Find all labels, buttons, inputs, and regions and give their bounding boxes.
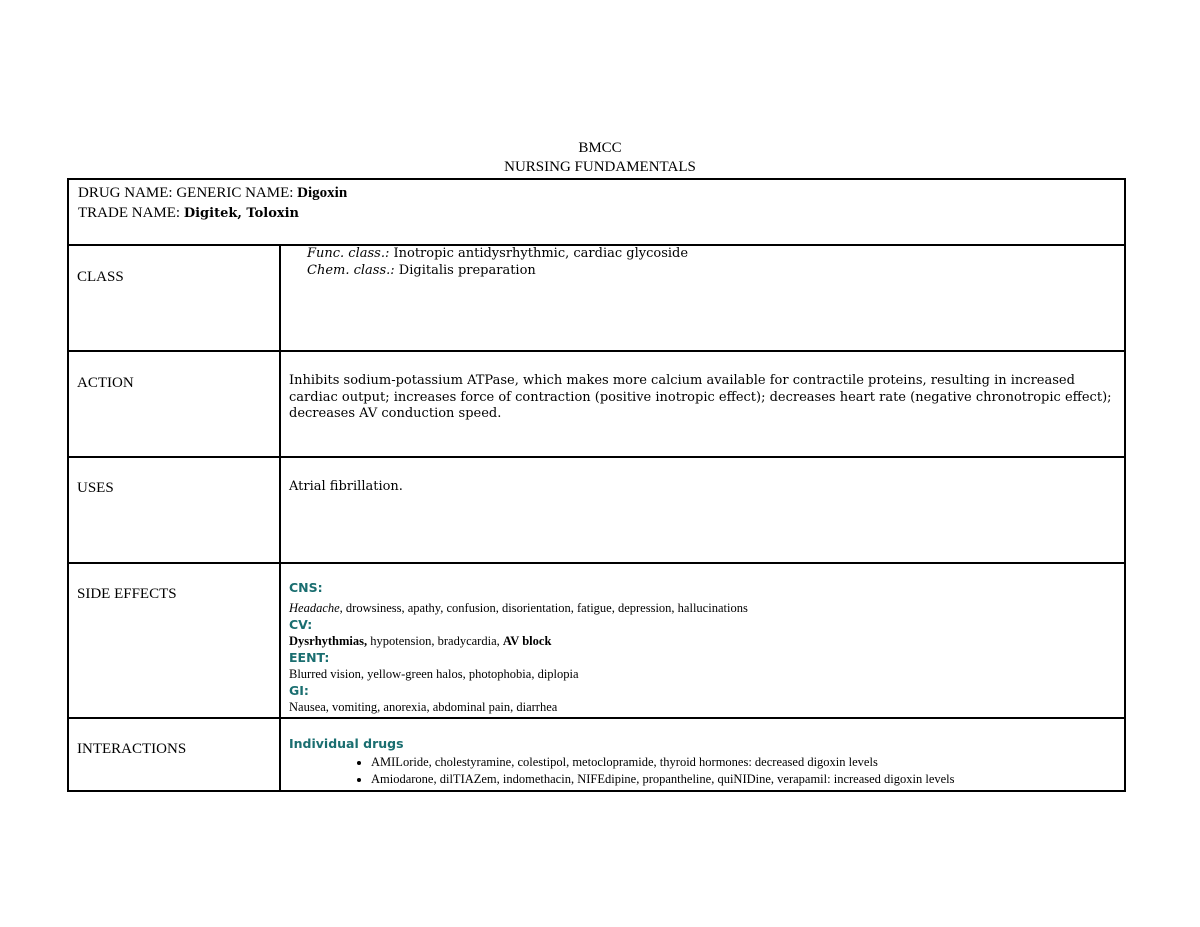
- cns-heading: CNS:: [289, 580, 323, 595]
- func-class-line: [307, 246, 1124, 263]
- chem-class-label: Chem. class.:: [307, 262, 395, 278]
- class-label-cell: [68, 245, 280, 351]
- gi-heading: GI:: [289, 683, 309, 698]
- course-title: NURSING FUNDAMENTALS: [504, 159, 696, 175]
- interactions-content-cell: [280, 718, 1125, 791]
- drug-name-cell: [68, 179, 1125, 245]
- gi-effects: Nausea, vomiting, anorexia, abdominal pain, diarrhea: [289, 700, 558, 714]
- side-effects-content-cell: [280, 563, 1125, 718]
- cv-effects: [289, 633, 1116, 650]
- class-row: [68, 245, 1125, 351]
- chem-class-value: Digitalis preparation: [394, 262, 536, 278]
- generic-name-label: DRUG NAME: GENERIC NAME:: [78, 185, 298, 201]
- chem-class-line: [307, 263, 1124, 280]
- cv-heading: CV:: [289, 617, 313, 632]
- cns-other-effects: drowsiness, apathy, confusion, disorientation, fatigue, depression, hallucinations: [342, 601, 748, 615]
- eent-heading: EENT:: [289, 650, 330, 665]
- class-label: CLASS: [77, 269, 124, 285]
- individual-drugs-heading: Individual drugs: [289, 736, 404, 751]
- eent-effects: Blurred vision, yellow-green halos, photophobia, diplopia: [289, 667, 579, 681]
- trade-name-label: TRADE NAME:: [78, 205, 184, 221]
- class-content-cell: [280, 245, 1125, 351]
- interactions-label-cell: [68, 718, 280, 791]
- uses-row: [68, 457, 1125, 563]
- list-item: • AMILoride, cholestyramine, colestipol, metoclopramide, thyroid hormones: decreased digoxin levels: [371, 754, 1116, 771]
- generic-name-line: [78, 183, 1116, 203]
- uses-label: USES: [77, 480, 114, 496]
- school-name: BMCC: [578, 140, 622, 156]
- cv-last-effect: AV block: [502, 634, 552, 648]
- action-text: Inhibits sodium-potassium ATPase, which makes more calcium available for contractile proteins, resulting in increased cardiac output; increases force of contraction (positive inotropic effect); decreases heart rate (negative chronotropic effect); decreases AV conduction speed.: [289, 373, 1112, 421]
- side-effects-row: [68, 563, 1125, 718]
- interactions-row: [68, 718, 1125, 791]
- trade-name-line: [78, 203, 1116, 224]
- class-content: [281, 246, 1124, 279]
- uses-content-cell: [280, 457, 1125, 563]
- generic-name-value: Digoxin: [297, 185, 348, 201]
- cns-effects: [289, 600, 1116, 617]
- side-effects-label-cell: [68, 563, 280, 718]
- side-effects-label: SIDE EFFECTS: [77, 586, 177, 602]
- action-row: [68, 351, 1125, 457]
- drug-card-table: [67, 178, 1126, 792]
- func-class-value: Inotropic antidysrhythmic, cardiac glycoside: [389, 246, 689, 261]
- side-effects-content: [281, 564, 1124, 716]
- trade-name-value: Digitek, Toloxin: [183, 206, 300, 221]
- cv-mid-effects: hypotension, bradycardia,: [367, 634, 503, 648]
- cns-first-effect: Headache,: [289, 601, 343, 615]
- list-item: • Amiodarone, dilTIAZem, indomethacin, NIFEdipine, propantheline, quiNIDine, verapamil: increased digoxin levels: [371, 771, 1116, 788]
- interactions-list: [289, 754, 1116, 788]
- uses-label-cell: [68, 457, 280, 563]
- cv-first-effect: Dysrhythmias,: [289, 634, 368, 648]
- interactions-content: [281, 719, 1124, 788]
- document-header: [0, 139, 1200, 177]
- action-label: ACTION: [77, 375, 134, 391]
- action-content-cell: [280, 351, 1125, 457]
- uses-text: Atrial fibrillation.: [289, 479, 403, 494]
- action-label-cell: [68, 351, 280, 457]
- func-class-label: Func. class.:: [307, 246, 390, 261]
- drug-name-row: [68, 179, 1125, 245]
- interactions-label: INTERACTIONS: [77, 741, 187, 757]
